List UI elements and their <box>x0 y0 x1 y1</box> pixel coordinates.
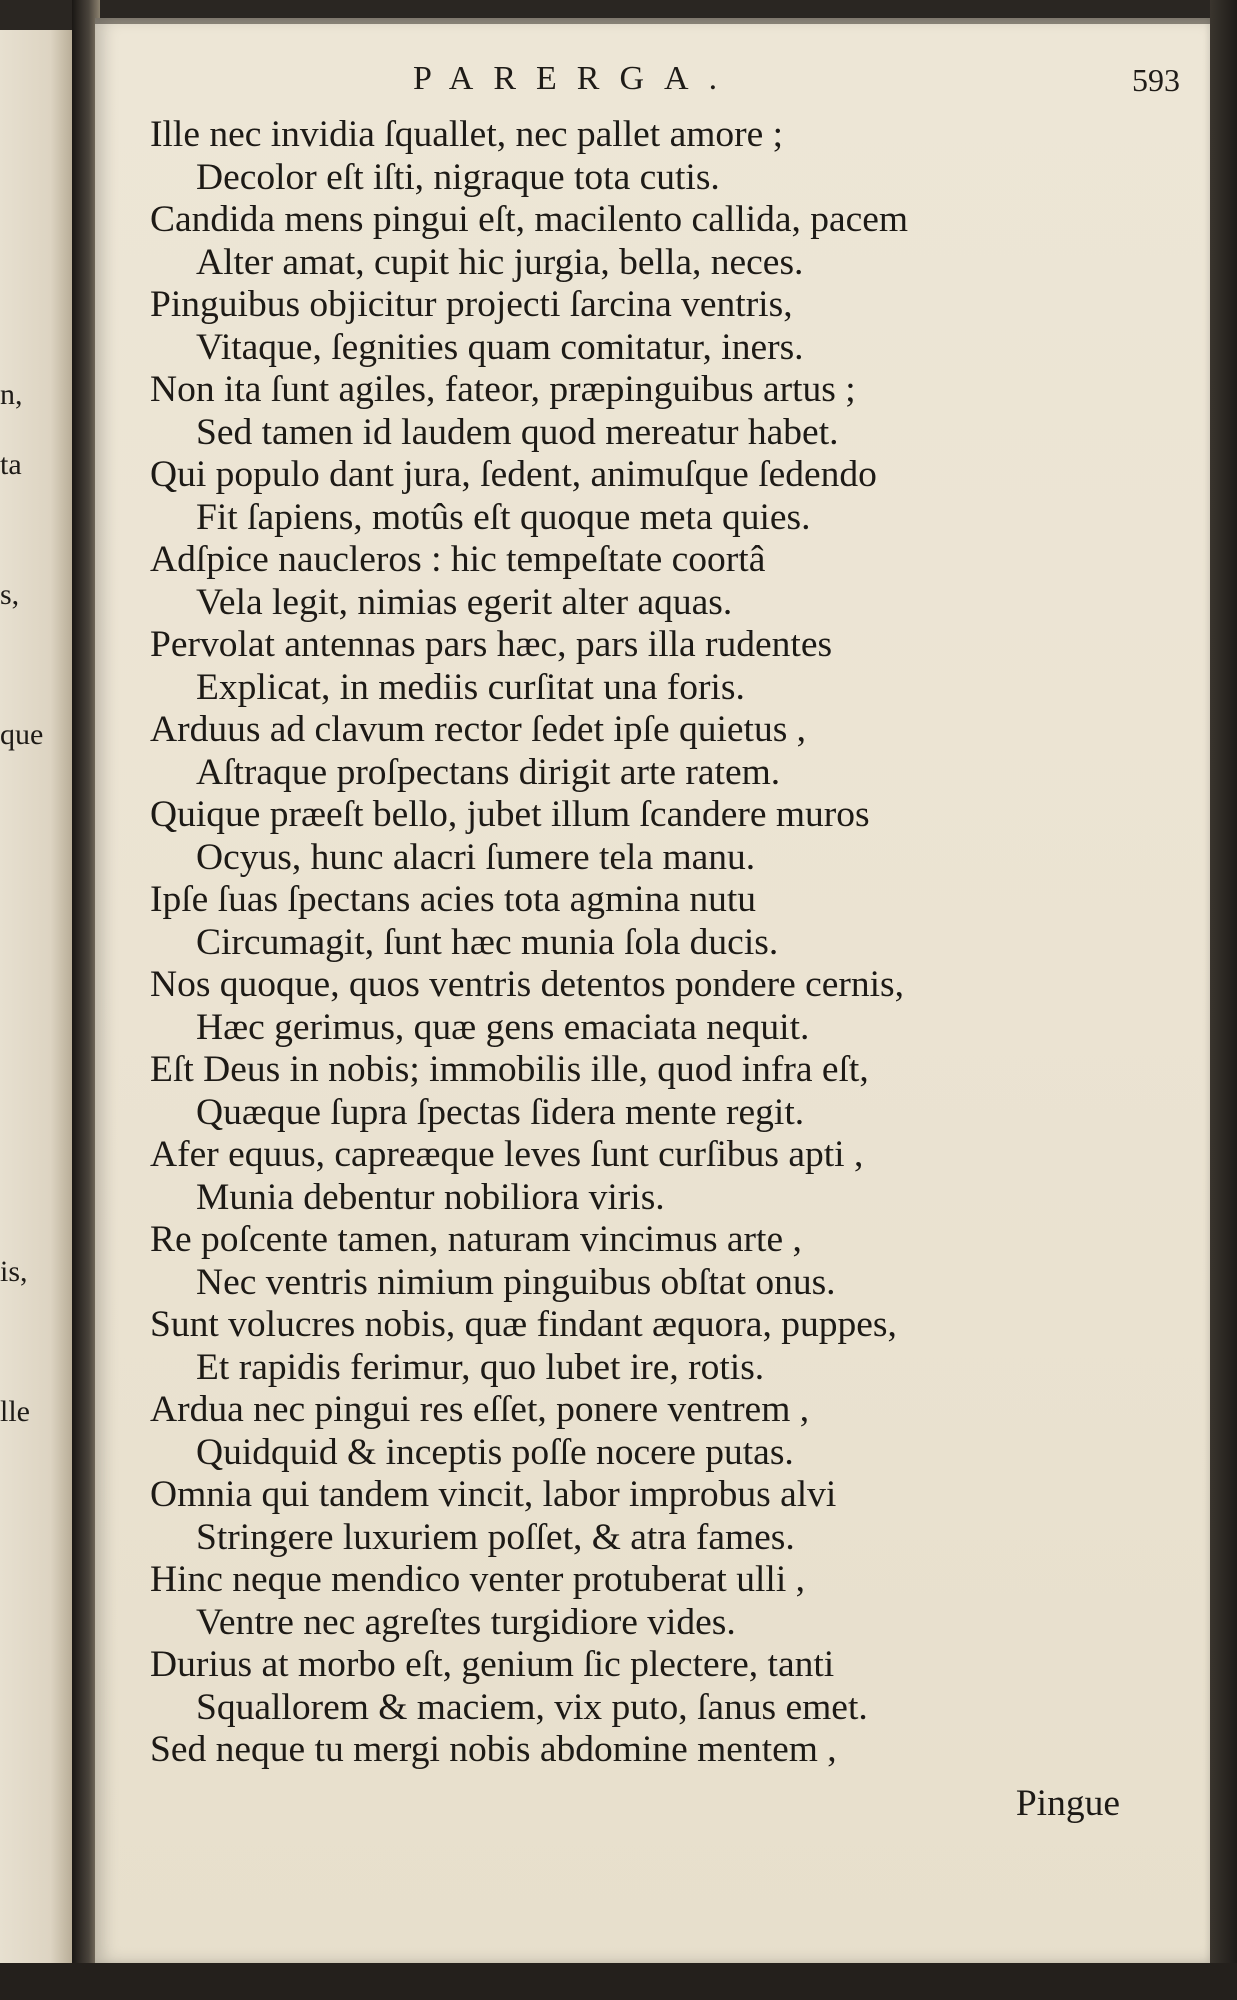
verse-line: Ventre nec agreſtes turgidiore vides. <box>196 1601 736 1643</box>
verse-line: Hinc neque mendico venter protuberat ulli , <box>150 1559 805 1600</box>
verse-line: Explicat, in mediis curſitat una foris. <box>196 666 745 708</box>
verse-line: Et rapidis ferimur, quo lubet ire, rotis. <box>196 1346 765 1388</box>
facing-page-fragment: que <box>0 718 44 751</box>
verse-line: Arduus ad clavum rector ſedet ipſe quietus , <box>150 709 807 750</box>
verse-line: Pervolat antennas pars hæc, pars illa rudentes <box>150 624 833 665</box>
page-right-edge <box>1210 0 1237 2000</box>
verse-line: Qui populo dant jura, ſedent, animuſque ſedendo <box>150 454 877 495</box>
verse-line: Squallorem & maciem, vix puto, ſanus emet. <box>196 1686 868 1728</box>
verse-line: Vitaque, ſegnities quam comitatur, iners. <box>196 326 804 368</box>
verse-line: Stringere luxuriem poſſet, & atra fames. <box>196 1516 795 1558</box>
facing-page-fragment: s, <box>0 578 20 611</box>
verse-line: Ocyus, hunc alacri ſumere tela manu. <box>196 836 756 878</box>
verse-line: Pinguibus objicitur projecti ſarcina ventris, <box>150 284 793 325</box>
verse-line: Adſpice naucleros : hic tempeſtate coortâ <box>150 539 766 580</box>
facing-page-fragment: n, <box>0 378 23 411</box>
verse-line: Ille nec invidia ſquallet, nec pallet amore ; <box>150 114 784 155</box>
page-number: 593 <box>1132 62 1180 98</box>
verse-line: Munia debentur nobiliora viris. <box>196 1176 665 1218</box>
verse-line: Decolor eſt iſti, nigraque tota cutis. <box>196 156 720 198</box>
verse-line: Fit ſapiens, motûs eſt quoque meta quies. <box>196 496 811 538</box>
verse-line: Durius at morbo eſt, genium ſic plectere, tanti <box>150 1644 835 1685</box>
book-page <box>95 18 1210 1963</box>
verse-line: Alter amat, cupit hic jurgia, bella, neces. <box>196 241 804 283</box>
verse-line: Circumagit, ſunt hæc munia ſola ducis. <box>196 921 779 963</box>
verse-line: Re poſcente tamen, naturam vincimus arte , <box>150 1219 802 1260</box>
poem-text <box>150 114 1170 1772</box>
verse-line: Quæque ſupra ſpectas ſidera mente regit. <box>196 1091 805 1133</box>
verse-line: Aſtraque proſpectans dirigit arte ratem. <box>196 751 781 793</box>
facing-page-fragment: is, <box>0 1255 28 1288</box>
verse-line: Afer equus, capreæque leves ſunt curſibus apti , <box>150 1134 864 1175</box>
catchword: Pingue <box>1015 1783 1120 1824</box>
facing-page-fragment: lle <box>0 1395 30 1428</box>
verse-line: Sed tamen id laudem quod mereatur habet. <box>196 411 839 453</box>
verse-line: Hæc gerimus, quæ gens emaciata nequit. <box>196 1006 810 1048</box>
verse-line: Nos quoque, quos ventris detentos pondere cernis, <box>150 964 905 1005</box>
verse-line: Candida mens pingui eſt, macilento callida, pacem <box>150 199 909 240</box>
verse-line: Nec ventris nimium pinguibus obſtat onus. <box>196 1261 836 1303</box>
verse-line: Quique præeſt bello, jubet illum ſcandere muros <box>150 794 870 835</box>
verse-line: Vela legit, nimias egerit alter aquas. <box>196 581 733 623</box>
verse-line: Ardua nec pingui res eſſet, ponere ventrem , <box>150 1389 810 1430</box>
page-bottom-edge <box>0 1963 1237 2000</box>
verse-line: Omnia qui tandem vincit, labor improbus alvi <box>150 1474 837 1515</box>
verse-line: Non ita ſunt agiles, fateor, præpinguibus artus ; <box>150 369 856 410</box>
facing-page-edge <box>0 30 72 1980</box>
verse-line: Quidquid & inceptis poſſe nocere putas. <box>196 1431 794 1473</box>
running-head-title: PARERGA. <box>413 60 738 97</box>
verse-line: Ipſe ſuas ſpectans acies tota agmina nutu <box>150 879 757 920</box>
facing-page-fragment: ta <box>0 448 22 481</box>
verse-line: Eſt Deus in nobis; immobilis ille, quod infra eſt, <box>150 1049 869 1090</box>
running-head <box>95 60 1210 110</box>
verse-line: Sed neque tu mergi nobis abdomine mentem , <box>150 1729 837 1770</box>
verse-line: Sunt volucres nobis, quæ findant æquora, puppes, <box>150 1304 897 1345</box>
